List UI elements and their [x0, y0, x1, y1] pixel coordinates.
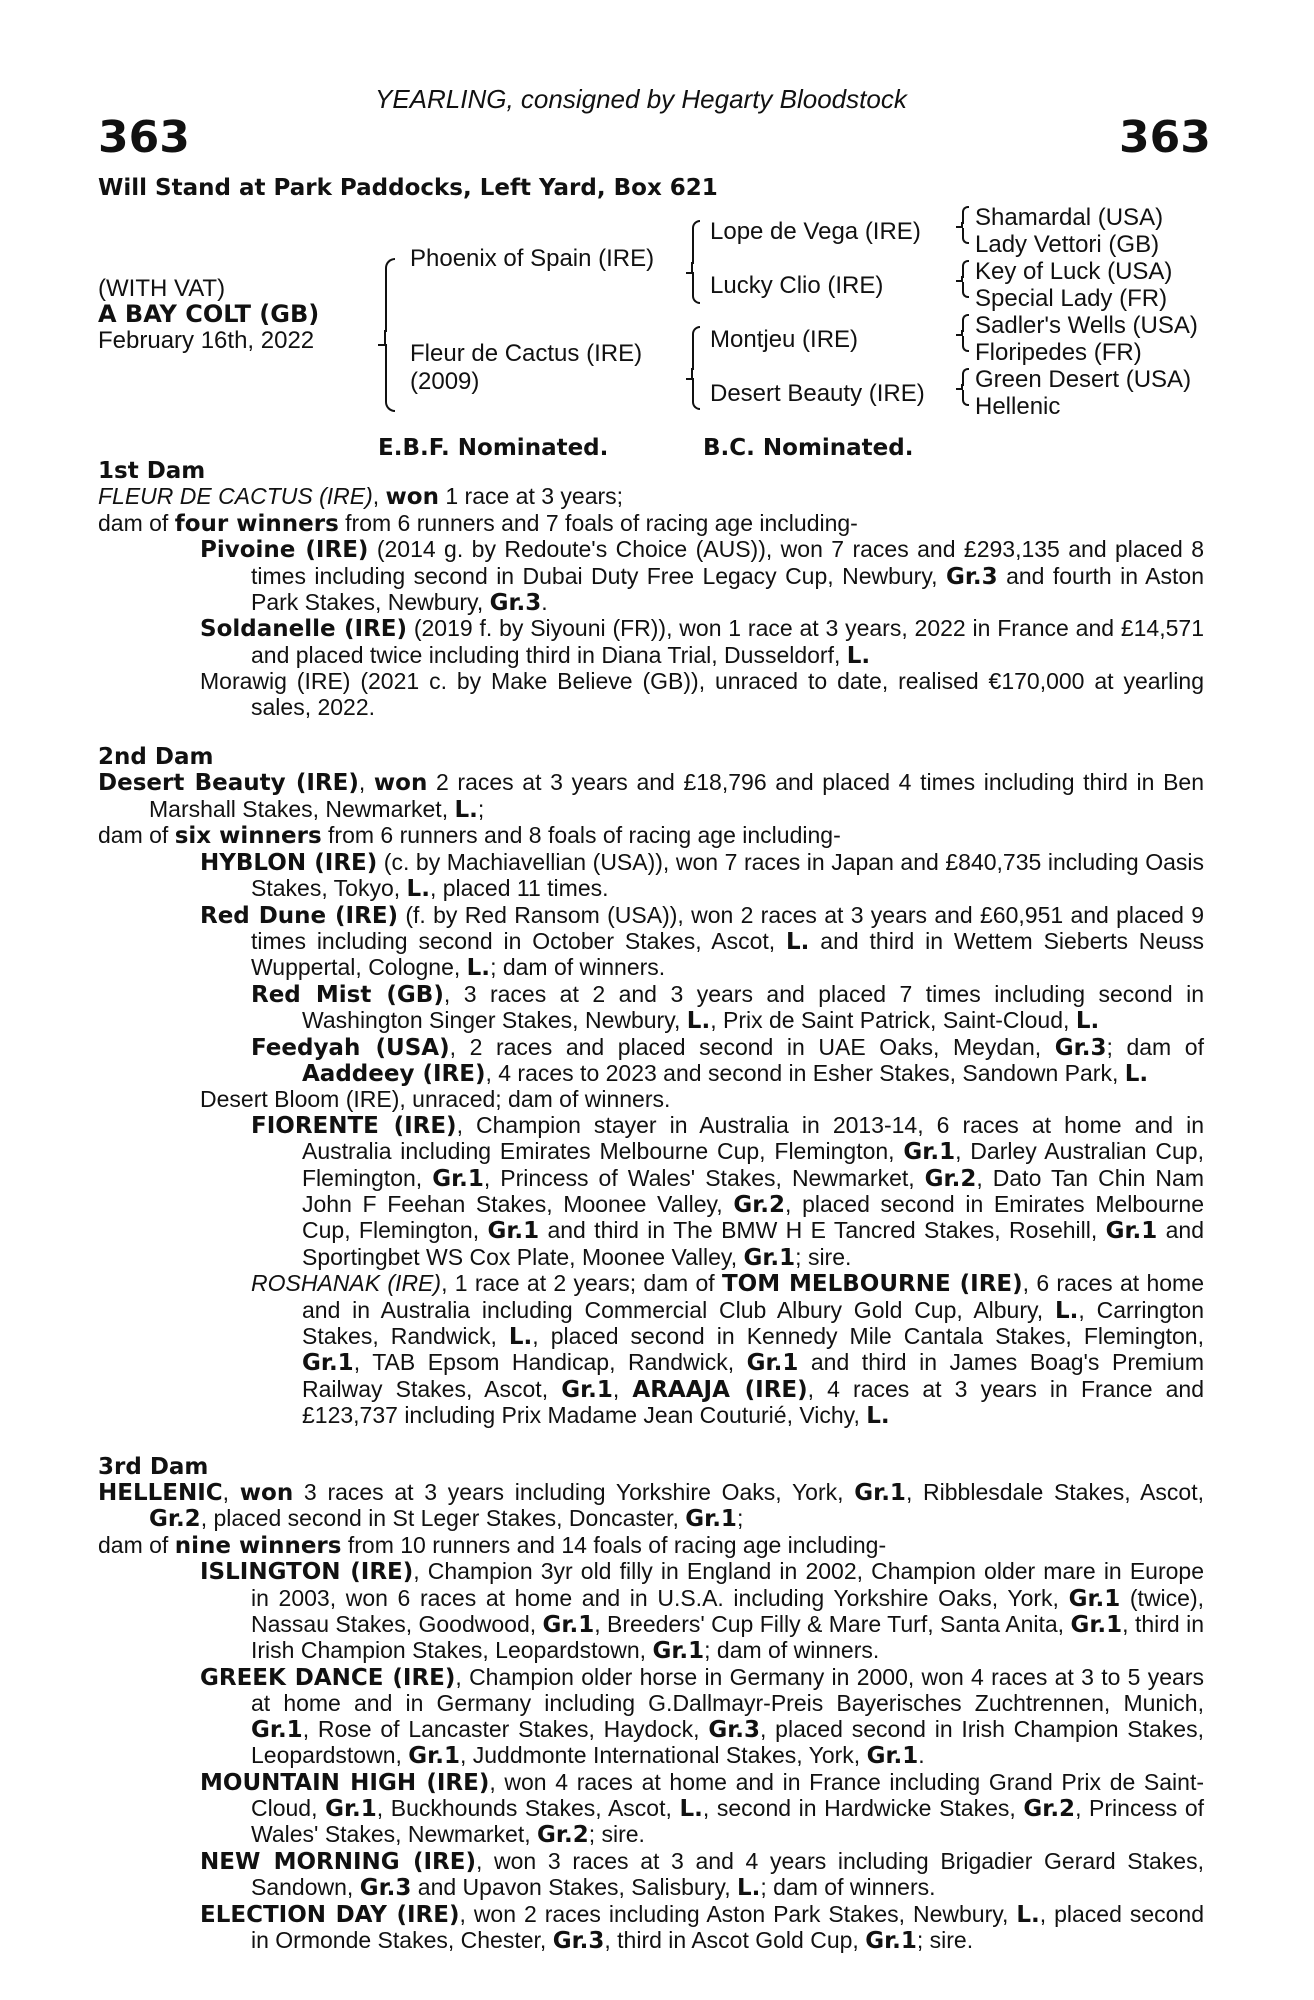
pedigree-sire-dam: Lucky Clio (IRE): [710, 272, 884, 299]
produce-entry: Pivoine (IRE) (2014 g. by Redoute's Choice (AUS)), won 7 races and £293,135 and placed 8 times including second in Dubai Duty Free Legacy Cup, Newbury, Gr.3 and fourth in Aston Park Stakes, Newbury, Gr.3.: [200, 536, 1204, 617]
dam-produce-record: [98, 459, 1204, 1954]
pedigree-sdd: Special Lady (FR): [975, 285, 1168, 312]
pedigree-dsd: Floripedes (FR): [975, 339, 1142, 366]
horse-name: A BAY COLT (GB): [98, 300, 320, 328]
produce-entry: ELECTION DAY (IRE), won 2 races including Aston Park Stakes, Newbury, L., placed second in Ormonde Stakes, Chester, Gr.3, third in Ascot Gold Cup, Gr.1; sire.: [200, 1900, 1204, 1954]
first-dam-line: FLEUR DE CACTUS (IRE), won 1 race at 3 years;: [98, 483, 624, 511]
pedigree-sss: Shamardal (USA): [975, 204, 1164, 231]
produce-entry: Morawig (IRE) (2021 c. by Make Believe (GB)), unraced to date, realised €170,000 at yearling sales, 2022.: [200, 668, 1204, 720]
stable-location: Will Stand at Park Paddocks, Left Yard, Box 621: [98, 175, 718, 201]
pedigree-ssd: Lady Vettori (GB): [975, 231, 1160, 258]
third-dam-line: HELLENIC, won 3 races at 3 years including Yorkshire Oaks, York, Gr.1, Ribblesdale Stakes, Ascot, Gr.2, placed second in St Leger Stakes, Doncaster, Gr.1;: [98, 1479, 1205, 1533]
pedigree-dam: Fleur de Cactus (IRE): [410, 340, 643, 367]
pedigree-sds: Key of Luck (USA): [975, 258, 1173, 285]
produce-entry: FIORENTE (IRE), Champion stayer in Australia in 2013-14, 6 races at home and in Australia including Emirates Melbourne Cup, Flemington, Gr.1, Darley Australian Cup, Flemington, Gr.1, Princess of Wales' Stakes, Newmarket, Gr.2, Dato Tan Chin Nam John F Feehan Stakes, Moonee Valley, Gr.2, placed second in Emirates Melbourne Cup, Flemington, Gr.1 and third in The BMW H E Tancred Stakes, Rosehill, Gr.1 and Sportingbet WS Cox Plate, Moonee Valley, Gr.1; sire.: [251, 1111, 1204, 1271]
first-dam-produce-summary: dam of four winners from 6 runners and 7 foals of racing age including-: [98, 509, 858, 537]
vat-note: (WITH VAT): [98, 275, 226, 302]
catalogue-subtitle: YEARLING, consigned by Hegarty Bloodstock: [375, 84, 907, 114]
pedigree-sire: Phoenix of Spain (IRE): [410, 245, 655, 272]
first-dam-heading: 1st Dam: [98, 458, 206, 484]
pedigree-dds: Green Desert (USA): [975, 366, 1192, 393]
second-dam-produce-summary: dam of six winners from 6 runners and 8 foals of racing age including-: [98, 822, 841, 850]
produce-entry: MOUNTAIN HIGH (IRE), won 4 races at home and in France including Grand Prix de Saint-Cloud, Gr.1, Buckhounds Stakes, Ascot, L., second in Hardwicke Stakes, Gr.2, Princess of Wales' Stakes, Newmarket, Gr.2; sire.: [200, 1768, 1205, 1849]
third-dam-heading: 3rd Dam: [98, 1453, 209, 1480]
lot-number-right: 363: [1119, 112, 1211, 163]
produce-entry: NEW MORNING (IRE), won 3 races at 3 and 4 years including Brigadier Gerard Stakes, Sandown, Gr.3 and Upavon Stakes, Salisbury, L.; dam of winners.: [200, 1847, 1204, 1902]
lot-number-left: 363: [98, 112, 190, 163]
pedigree-sire-sire: Lope de Vega (IRE): [710, 218, 921, 245]
foaling-date: February 16th, 2022: [98, 327, 315, 354]
produce-entry: Desert Bloom (IRE), unraced; dam of winners.: [200, 1086, 671, 1113]
bc-nomination: B.C. Nominated.: [703, 435, 914, 461]
produce-entry: Red Dune (IRE) (f. by Red Ransom (USA)), won 2 races at 3 years and £60,951 and placed 9 times including second in October Stakes, Ascot, L. and third in Wettem Sieberts Neuss Wuppertal, Cologne, L.; dam of winners.: [200, 901, 1204, 982]
pedigree-dam-sire: Montjeu (IRE): [710, 326, 859, 353]
third-dam-produce-summary: dam of nine winners from 10 runners and 14 foals of racing age including-: [98, 1531, 887, 1559]
pedigree-ddd: Hellenic: [975, 393, 1061, 420]
ebf-nomination: E.B.F. Nominated.: [378, 435, 609, 461]
produce-entry: HYBLON (IRE) (c. by Machiavellian (USA)), won 7 races in Japan and £840,735 including Oasis Stakes, Tokyo, L., placed 11 times.: [200, 848, 1204, 903]
pedigree-dam-year: (2009): [410, 368, 480, 395]
produce-entry: ISLINGTON (IRE), Champion 3yr old filly in England in 2002, Champion older mare in Europe in 2003, won 6 races at home and in U.S.A. including Yorkshire Oaks, York, Gr.1 (twice), Nassau Stakes, Goodwood, Gr.1, Breeders' Cup Filly & Mare Turf, Santa Anita, Gr.1, third in Irish Champion Stakes, Leopardstown, Gr.1; dam of winners.: [200, 1558, 1205, 1665]
produce-entry: Red Mist (GB), 3 races at 2 and 3 years and placed 7 times including second in Washington Singer Stakes, Newbury, L., Prix de Saint Patrick, Saint-Cloud, L.: [251, 980, 1204, 1035]
produce-entry: Feedyah (USA), 2 races and placed second in UAE Oaks, Meydan, Gr.3; dam of Aaddeey (IRE), 4 races to 2023 and second in Esher Stakes, Sandown Park, L.: [251, 1033, 1204, 1087]
pedigree-dss: Sadler's Wells (USA): [975, 312, 1198, 339]
produce-entry: GREEK DANCE (IRE), Champion older horse in Germany in 2000, won 4 races at 3 to 5 years at home and in Germany including G.Dallmayr-Preis Bayerisches Zuchtrennen, Munich, Gr.1, Rose of Lancaster Stakes, Haydock, Gr.3, placed second in Irish Champion Stakes, Leopardstown, Gr.1, Juddmonte International Stakes, York, Gr.1.: [200, 1663, 1204, 1770]
second-dam-heading: 2nd Dam: [98, 744, 214, 771]
produce-entry: Soldanelle (IRE) (2019 f. by Siyouni (FR)), won 1 race at 3 years, 2022 in France and £14,571 and placed twice including third in Diana Trial, Dusseldorf, L.: [200, 615, 1204, 669]
second-dam-line: Desert Beauty (IRE), won 2 races at 3 years and £18,796 and placed 4 times including third in Ben Marshall Stakes, Newmarket, L.;: [98, 769, 1204, 823]
pedigree-dam-dam: Desert Beauty (IRE): [710, 380, 925, 407]
produce-entry: ROSHANAK (IRE), 1 race at 2 years; dam of TOM MELBOURNE (IRE), 6 races at home and in Australia including Commercial Club Albury Gold Cup, Albury, L., Carrington Stakes, Randwick, L., placed second in Kennedy Mile Cantala Stakes, Flemington, Gr.1, TAB Epsom Handicap, Randwick, Gr.1 and third in James Boag's Premium Railway Stakes, Ascot, Gr.1, ARAAJA (IRE), 4 races at 3 years in France and £123,737 including Prix Madame Jean Couturié, Vichy, L.: [251, 1270, 1205, 1430]
